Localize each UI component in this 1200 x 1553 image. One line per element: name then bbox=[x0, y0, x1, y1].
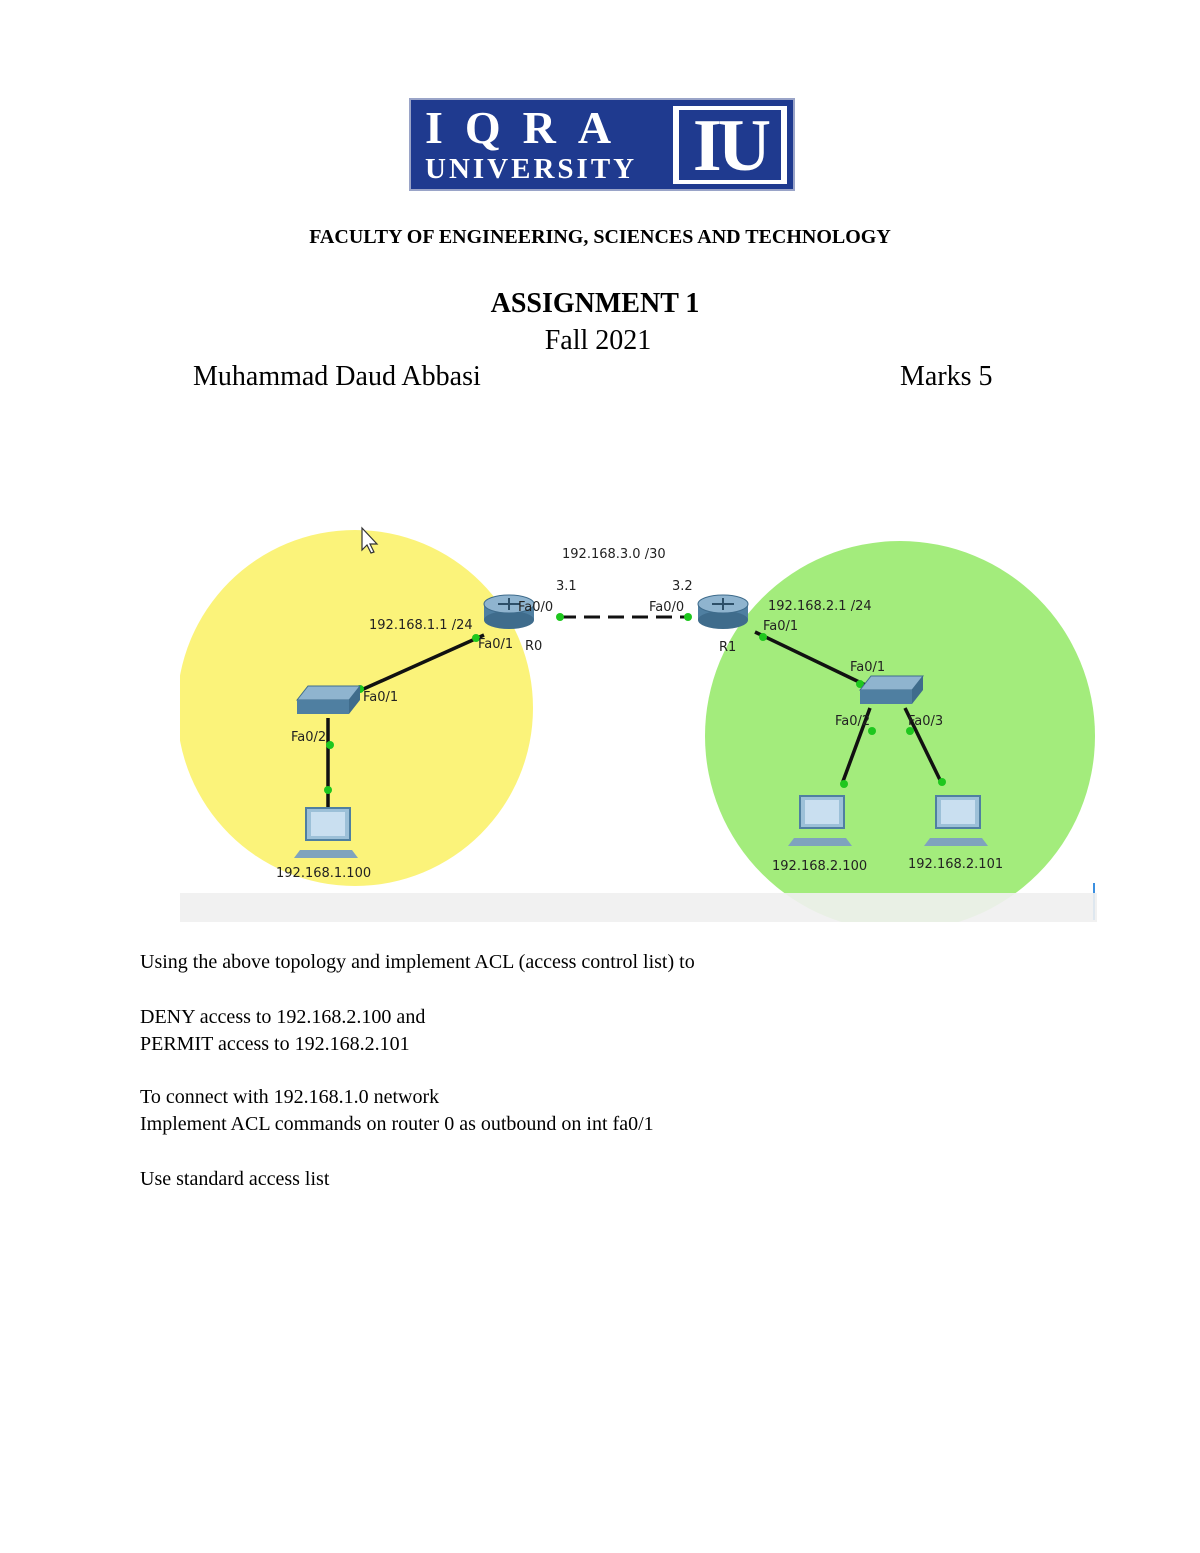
left-network-zone bbox=[180, 530, 533, 886]
instruction-line-2: DENY access to 192.168.2.100 and bbox=[140, 1006, 426, 1028]
status-dot bbox=[759, 633, 767, 641]
label-sw0-port-up: Fa0/1 bbox=[363, 690, 399, 705]
label-pc2-ip: 192.168.2.101 bbox=[908, 857, 1004, 872]
instruction-line-1: Using the above topology and implement ACL (access control list) to bbox=[140, 951, 695, 973]
label-r0-port-wan: Fa0/0 bbox=[518, 600, 554, 615]
label-r0-port-lan: Fa0/1 bbox=[478, 637, 514, 652]
label-sw1-port-up: Fa0/1 bbox=[850, 660, 886, 675]
marks-label: Marks 5 bbox=[900, 361, 993, 392]
status-dot bbox=[326, 741, 334, 749]
label-wan-network: 192.168.3.0 /30 bbox=[562, 547, 666, 562]
status-dot bbox=[938, 778, 946, 786]
logo-text-iqra: IQRA bbox=[425, 102, 634, 153]
label-r0-wan-ip: 3.1 bbox=[556, 579, 577, 594]
term-label: Fall 2021 bbox=[544, 325, 652, 356]
label-r1-port-lan: Fa0/1 bbox=[763, 619, 799, 634]
status-dot bbox=[684, 613, 692, 621]
label-sw1-port-a: Fa0/2 bbox=[835, 714, 871, 729]
instruction-line-5: Implement ACL commands on router 0 as outbound on int fa0/1 bbox=[140, 1113, 654, 1135]
switch-1-icon bbox=[860, 676, 923, 704]
label-r1-wan-ip: 3.2 bbox=[672, 579, 693, 594]
switch-0-icon bbox=[297, 686, 360, 714]
network-topology-diagram bbox=[180, 518, 1097, 922]
instruction-line-6: Use standard access list bbox=[140, 1168, 330, 1190]
zone-bottom-overlay bbox=[180, 893, 1097, 922]
university-logo bbox=[409, 98, 795, 191]
status-dot bbox=[840, 780, 848, 788]
label-sw0-port-down: Fa0/2 bbox=[291, 730, 327, 745]
label-r0-name: R0 bbox=[525, 639, 543, 654]
logo-mark-box bbox=[673, 105, 787, 187]
instruction-line-3: PERMIT access to 192.168.2.101 bbox=[140, 1033, 410, 1055]
assignment-title: ASSIGNMENT 1 bbox=[490, 288, 700, 319]
status-dot bbox=[556, 613, 564, 621]
logo-mark-iu: IU bbox=[679, 110, 781, 180]
label-r1-name: R1 bbox=[719, 640, 737, 655]
instruction-line-4: To connect with 192.168.1.0 network bbox=[140, 1086, 440, 1108]
label-pc1-ip: 192.168.2.100 bbox=[772, 859, 868, 874]
label-pc0-ip: 192.168.1.100 bbox=[276, 866, 372, 881]
router-r1-icon bbox=[698, 595, 748, 629]
right-network-zone bbox=[705, 541, 1095, 922]
label-r1-port-wan: Fa0/0 bbox=[649, 600, 685, 615]
logo-text-university: UNIVERSITY bbox=[425, 153, 638, 185]
student-name: Muhammad Daud Abbasi bbox=[193, 361, 481, 392]
faculty-title: FACULTY OF ENGINEERING, SCIENCES AND TECHNOLOGY bbox=[309, 226, 891, 248]
label-r1-lan-ip: 192.168.2.1 /24 bbox=[768, 599, 872, 614]
label-sw1-port-b: Fa0/3 bbox=[908, 714, 944, 729]
status-dot bbox=[324, 786, 332, 794]
label-r0-lan-ip: 192.168.1.1 /24 bbox=[369, 618, 473, 633]
